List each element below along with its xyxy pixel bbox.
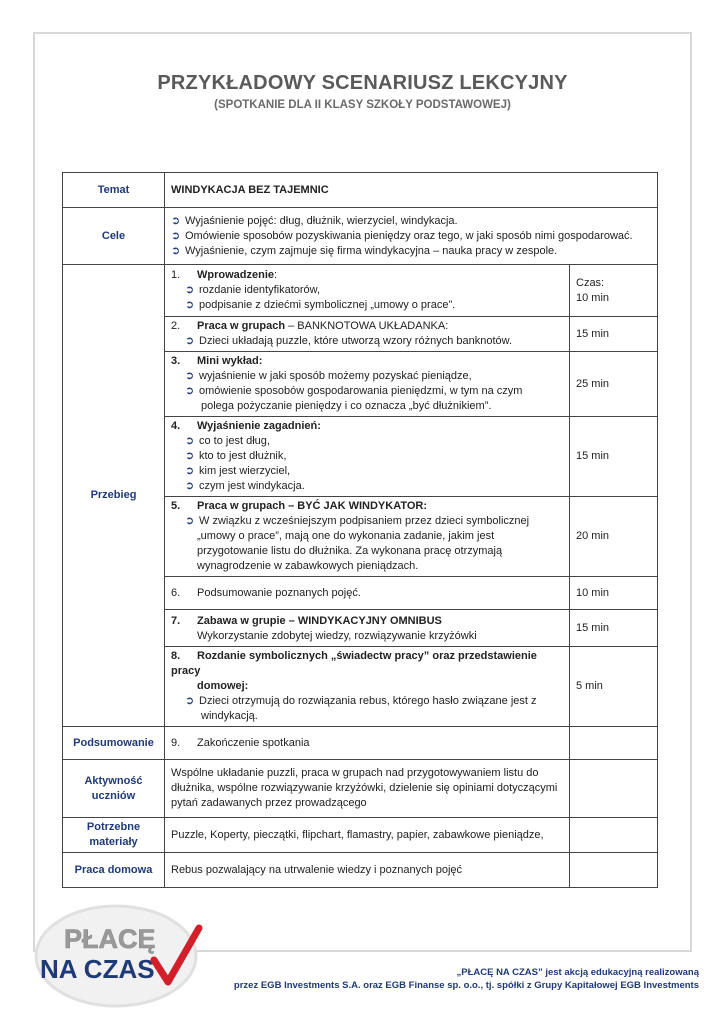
cele-list [165,208,658,265]
step-3: 3. Mini wykład: ➲ wyjaśnienie w jaki sposób możemy pozyskać pieniądze, ➲ omówienie sposobów gospodarowania pieniędzmi, w tym na czym polega pożyczanie pieniędzy i co oznacza „być dłużnikiem”. [165,352,570,417]
cele-item: ➲ Wyjaśnienie pojęć: dług, dłużnik, wierzyciel, windykacja. [171,215,458,227]
footer-note [234,966,699,992]
arrow-bullet-icon: ➲ [171,215,181,227]
value-materialy: Puzzle, Koperty, pieczątki, flipchart, flamastry, papier, zabawkowe pieniądze, [165,818,570,853]
label-cele: Cele [63,208,165,265]
step-1-time: Czas: 10 min [570,265,658,317]
row-praca-domowa [63,853,658,888]
document-title: PRZYKŁADOWY SCENARIUSZ LEKCYJNY [157,72,568,94]
document-subtitle: (SPOTKANIE DLA II KLASY SZKOŁY PODSTAWOWEJ) [214,99,511,111]
step-6-time: 10 min [570,577,658,610]
praca-domowa-time-empty [570,853,658,888]
arrow-bullet-icon: ➲ [185,435,195,447]
value-podsumowanie: 9. Zakończenie spotkania [165,727,570,760]
logo-line1: PŁACĘ [64,924,156,954]
row-podsumowanie [63,727,658,760]
arrow-bullet-icon: ➲ [171,230,181,242]
step-4-time: 15 min [570,417,658,497]
step-6: 6. Podsumowanie poznanych pojęć. [165,577,570,610]
label-podsumowanie: Podsumowanie [63,727,165,760]
cele-item: ➲ Wyjaśnienie, czym zajmuje się firma windykacyjna – nauka pracy w zespole. [171,245,558,257]
step-row [63,265,658,317]
value-temat: WINDYKACJA BEZ TAJEMNIC [165,173,658,208]
label-temat: Temat [63,173,165,208]
materialy-time-empty [570,818,658,853]
step-2-time: 15 min [570,317,658,352]
footer-line-2: przez EGB Investments S.A. oraz EGB Finanse sp. o.o., tj. spółki z Grupy Kapitałowej EGB Investments [233,980,699,991]
arrow-bullet-icon: ➲ [185,284,195,296]
step-8-time: 5 min [570,647,658,727]
label-praca-domowa: Praca domowa [63,853,165,888]
lesson-table [62,172,658,888]
arrow-bullet-icon: ➲ [171,245,181,257]
aktywnosc-time-empty [570,760,658,818]
row-temat [63,173,658,208]
label-przebieg: Przebieg [63,265,165,727]
cele-item: ➲ Omówienie sposobów pozyskiwania pieniędzy oraz tego, w jaki sposób nimi gospodarować. [171,230,633,242]
podsumowanie-time-empty [570,727,658,760]
step-4: 4. Wyjaśnienie zagadnień: ➲ co to jest dług, ➲ kto to jest dłużnik, ➲ kim jest wierzyciel, ➲ czym jest windykacja. [165,417,570,497]
arrow-bullet-icon: ➲ [185,335,195,347]
arrow-bullet-icon: ➲ [185,480,195,492]
value-aktywnosc: Wspólne układanie puzzli, praca w grupach nad przygotowywaniem listu do dłużnika, wspólne rozwiązywanie krzyżówki, dzielenie się opiniami dotyczącymi pytań zadawanych przez prowadzącego [165,760,570,818]
step-3-time: 25 min [570,352,658,417]
arrow-bullet-icon: ➲ [185,385,195,397]
row-materialy [63,818,658,853]
step-5-time: 20 min [570,497,658,577]
row-aktywnosc [63,760,658,818]
value-praca-domowa: Rebus pozwalający na utrwalenie wiedzy i poznanych pojęć [165,853,570,888]
arrow-bullet-icon: ➲ [185,299,195,311]
arrow-bullet-icon: ➲ [185,465,195,477]
arrow-bullet-icon: ➲ [185,695,195,707]
step-7: 7. Zabawa w grupie – WINDYKACYJNY OMNIBUS Wykorzystanie zdobytej wiedzy, rozwiązywanie krzyżówki [165,610,570,647]
arrow-bullet-icon: ➲ [185,370,195,382]
label-aktywnosc: Aktywność uczniów [63,760,165,818]
logo-line2: NA CZAS [40,954,155,984]
label-materialy: Potrzebne materiały [63,818,165,853]
step-8: 8. Rozdanie symbolicznych „świadectw pracy” oraz przedstawienie pracy domowej: ➲ Dzieci otrzymują do rozwiązania rebus, którego hasło związane jest z windykacją. [165,647,570,727]
row-cele [63,208,658,265]
step-7-time: 15 min [570,610,658,647]
step-1: 1. Wprowadzenie: ➲ rozdanie identyfikatorów, ➲ podpisanie z dziećmi symbolicznej „umowy o prace”. [165,265,570,317]
placę-na-czas-logo [34,898,204,1008]
arrow-bullet-icon: ➲ [185,450,195,462]
step-2: 2. Praca w grupach – BANKNOTOWA UKŁADANKA: ➲ Dzieci układają puzzle, które utworzą wzory różnych banknotów. [165,317,570,352]
arrow-bullet-icon: ➲ [185,515,195,527]
step-5: 5. Praca w grupach – BYĆ JAK WINDYKATOR: ➲ W związku z wcześniejszym podpisaniem przez dzieci symbolicznej „umowy o prace”, mają one do wykonania zadanie, jakim jest przygotowanie listu do dłużnika. Za wykonana pracę otrzymają wynagrodzenie w zabawkowych pieniądzach. [165,497,570,577]
footer-line-1: „PŁACĘ NA CZAS” jest akcją edukacyjną realizowaną [456,967,699,978]
